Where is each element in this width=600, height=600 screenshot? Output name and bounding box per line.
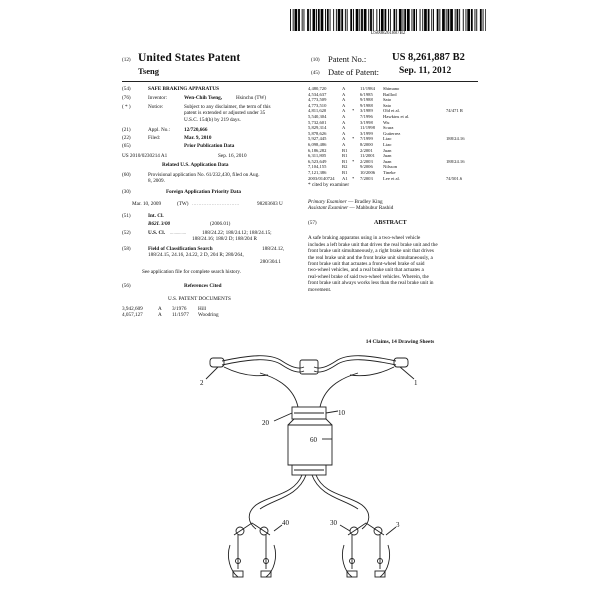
reference-date: 7/2003 (360, 175, 373, 181)
barcode-bar (412, 9, 413, 31)
barcode-bar (298, 9, 300, 31)
foreign-country: (TW) (177, 201, 189, 207)
abstract-line: front brake unit always works less than the real brake unit in (308, 280, 434, 287)
primary-examiner-label: Primary Examiner (308, 198, 347, 205)
reference-number: 6,523,649 (308, 158, 327, 164)
handlebar-left (222, 356, 304, 368)
leader-2 (206, 367, 218, 379)
grip-left (210, 358, 224, 367)
barcode-bar (431, 9, 432, 31)
reference-kind: A (342, 119, 346, 125)
leader-40 (274, 525, 282, 531)
reference-row (308, 176, 480, 182)
reference-kind: B1 (342, 158, 348, 164)
barcode-bar (457, 9, 459, 31)
barcode-bar (471, 9, 473, 31)
reference-name: Lee et al. (383, 175, 400, 181)
leader-1 (400, 367, 414, 379)
reference-kind: B1 (342, 153, 348, 159)
barcode (290, 9, 486, 31)
reference-name: Tineke (383, 169, 396, 175)
barcode-bar (321, 9, 324, 31)
int-cl-year: (2006.01) (210, 221, 231, 227)
barcode-bar (302, 9, 303, 31)
code-30: (30) (122, 189, 131, 195)
reference-date: 2/2001 (360, 147, 373, 153)
code-58: (58) (122, 246, 131, 252)
reference-kind: A (158, 306, 162, 312)
reference-name: Hawkins et al. (383, 113, 410, 119)
provisional-line: 8, 2009. (148, 178, 165, 185)
appl-no-value: 12/720,666 (184, 127, 208, 133)
reference-kind: A (342, 86, 346, 91)
leader-dots: .............. (170, 230, 187, 235)
lever-right (350, 367, 394, 376)
reference-number: 6,186,282 (308, 147, 327, 153)
prior-pub-date: Sep. 16, 2010 (218, 153, 247, 159)
leader-30 (340, 525, 350, 531)
abstract-line: includes a left brake unit that drives the real brake unit and the (308, 241, 438, 248)
filed-value: Mar. 9, 2010 (184, 135, 212, 141)
reference-number: 7,121,386 (308, 169, 327, 175)
label-40: 40 (282, 519, 289, 527)
barcode-bar (370, 9, 372, 31)
barcode-bar (353, 9, 354, 31)
int-cl-label: Int. Cl. (148, 213, 164, 219)
code-51: (51) (122, 213, 131, 219)
notice-line: patent is extended or adjusted under 35 (184, 110, 266, 117)
barcode-bar (373, 9, 374, 31)
search-field-label: Field of Classification Search (148, 246, 213, 252)
barcode-bar (385, 9, 387, 31)
reference-kind: A (342, 113, 346, 119)
assistant-examiner-label: Assistant Examiner (308, 204, 349, 211)
reference-date: 11/2001 (360, 153, 375, 159)
abstract-line: real-wheel brake of said two-wheel vehicles. Wherein, the (308, 273, 429, 280)
reference-date: 9/2006 (360, 164, 373, 170)
reference-number: 5,829,314 (308, 125, 327, 131)
reference-name: Sato (383, 97, 392, 103)
reference-name: Liao (383, 141, 392, 147)
inventor-surname-header: Tseng (138, 66, 159, 76)
grip-right (394, 358, 408, 367)
code-21: (21) (122, 127, 131, 133)
label-1: 1 (414, 379, 418, 387)
barcode-bar (422, 9, 423, 31)
barcode-bar (428, 9, 430, 31)
reference-number: 4,534,637 (308, 91, 327, 97)
reference-date: 3/1998 (360, 119, 373, 125)
barcode-bar (381, 9, 384, 31)
barcode-bar (403, 9, 404, 31)
reference-date: 9/1988 (360, 102, 373, 108)
barcode-bar (388, 9, 389, 31)
inventor-name: Wen-Chih Tseng, (184, 95, 223, 101)
reference-number: 4,773,510 (308, 102, 327, 108)
reference-date: 2/2003 (360, 158, 373, 164)
barcode-bar (485, 9, 486, 31)
reference-row (122, 312, 294, 318)
leader-dots: ............................. (192, 201, 240, 206)
lever-left (224, 367, 268, 376)
notice-code: ( * ) (122, 104, 131, 110)
abstract-line: movement. (308, 286, 332, 293)
foreign-number: 98203603 U (257, 201, 283, 207)
reference-date: 8/2000 (360, 141, 373, 147)
main-box-top (288, 419, 332, 425)
barcode-bar (424, 9, 427, 31)
patent-date: Sep. 11, 2012 (399, 66, 452, 76)
patent-number: US 8,261,887 B2 (392, 52, 465, 63)
label-10: 10 (338, 409, 345, 417)
reference-number: 5,540,304 (308, 113, 327, 119)
right-references-list (308, 86, 480, 181)
inventor-place: Hsinchu (TW) (236, 95, 267, 101)
reference-date: 3/1989 (360, 108, 373, 114)
left-references-list (122, 306, 294, 319)
reference-name: Juan (383, 158, 392, 164)
barcode-bar (376, 9, 377, 31)
assistant-examiner-name: Mahbubur Rashid (355, 204, 394, 211)
inventor-label: Inventor: (148, 95, 168, 101)
notice-label: Notice: (148, 104, 164, 110)
barcode-bar (359, 9, 360, 31)
barcode-bar (416, 9, 417, 31)
barcode-bar (459, 9, 460, 31)
code-57: (57) (308, 220, 317, 227)
barcode-bar (313, 9, 316, 31)
reference-star: * (352, 108, 355, 114)
barcode-bar (455, 9, 456, 31)
barcode-text: US008261887B2 (370, 31, 406, 36)
code-60: (60) (122, 172, 131, 178)
barcode-bar (442, 9, 445, 31)
leader-10 (326, 411, 338, 413)
us-docs-heading: U.S. PATENT DOCUMENTS (168, 296, 231, 302)
patent-no-label: Patent No.: (328, 54, 367, 64)
cable-left (260, 373, 298, 407)
code-10: (10) (311, 57, 320, 63)
reference-date: 6/1985 (360, 91, 373, 97)
reference-date: 11/1984 (360, 86, 375, 91)
reference-kind: A (342, 125, 346, 131)
barcode-bar (345, 9, 346, 31)
header-rule (122, 81, 478, 82)
appl-no-label: Appl. No.: (148, 127, 171, 133)
left-caliper (228, 523, 275, 577)
barcode-bar (446, 9, 447, 31)
cited-note: * cited by examiner (308, 182, 350, 189)
prior-pub-number: US 2010/0230214 A1 (122, 153, 168, 159)
barcode-bar (390, 9, 391, 31)
reference-number: 6,098,486 (308, 141, 327, 147)
reference-name: Shimano (383, 86, 400, 91)
barcode-bar (341, 9, 343, 31)
reference-date: 9/1988 (360, 97, 373, 103)
reference-name: Hill (198, 306, 207, 312)
code-22: (22) (122, 135, 131, 141)
reference-name: Sato (383, 102, 392, 108)
barcode-bar (307, 9, 309, 31)
reference-name: Woodring (198, 312, 219, 319)
reference-kind: A (342, 141, 346, 147)
reference-kind: A (342, 108, 346, 114)
reference-kind: A (158, 312, 162, 319)
filed-label: Filed: (148, 135, 161, 141)
barcode-bar (399, 9, 402, 31)
claims-count: 14 Claims, 14 Drawing Sheets (365, 339, 435, 345)
barcode-bar (466, 9, 467, 31)
barcode-bar (368, 9, 369, 31)
reference-date: 10/2006 (360, 169, 376, 175)
barcode-bar (450, 9, 453, 31)
barcode-bar (356, 9, 359, 31)
code-12: (12) (122, 57, 131, 63)
reference-name: Baillod (383, 91, 397, 97)
code-76: (76) (122, 95, 131, 101)
reference-number: 5,732,601 (308, 119, 327, 125)
barcode-bar (480, 9, 482, 31)
reference-number: 4,773,509 (308, 97, 327, 103)
reference-kind: A (342, 130, 346, 136)
barcode-bar (336, 9, 337, 31)
right-column (308, 86, 480, 293)
cable-to-right-caliper (316, 475, 369, 529)
barcode-bar (483, 9, 484, 31)
reference-date: 11/1977 (172, 312, 189, 319)
reference-date: 3/1999 (360, 130, 373, 136)
reference-number: 5,878,626 (308, 130, 327, 136)
code-56: (56) (122, 283, 131, 289)
barcode-bar (318, 9, 320, 31)
barcode-bar (364, 9, 367, 31)
handlebar-right (314, 356, 396, 368)
barcode-bar (316, 9, 317, 31)
barcode-bar (396, 9, 397, 31)
reference-class: 74/501.6 (446, 175, 463, 181)
barcode-bar (333, 9, 334, 31)
reference-kind: A (342, 136, 346, 142)
patent-heading: SAFE BRAKING APPARATUS (148, 86, 219, 92)
barcode-bar (476, 9, 477, 31)
reference-kind: B1 (342, 169, 348, 175)
label-60: 60 (310, 436, 317, 444)
dash: — (348, 198, 355, 205)
search-field-line: 188/24.15, 24.16, 24.22, 2 D, 204 R; 280/264, (148, 252, 244, 259)
barcode-bar (463, 9, 464, 31)
dash: — (349, 204, 356, 211)
reference-number: 4,480,720 (308, 86, 327, 91)
barcode-bar (325, 9, 326, 31)
primary-examiner-name: Bradley King (354, 198, 383, 205)
barcode-bar (448, 9, 450, 31)
reference-number: 4,811,620 (308, 108, 327, 114)
reference-name: Nilsson (383, 164, 398, 170)
reference-name: Gutierrez (383, 130, 401, 136)
barcode-bar (407, 9, 410, 31)
search-history-note: See application file for complete search history. (142, 269, 241, 275)
reference-number: 5,927,445 (308, 136, 327, 142)
barcode-bar (295, 9, 298, 31)
reference-kind: B2 (342, 164, 348, 170)
us-cl-label: U.S. Cl. (148, 230, 166, 236)
abstract-line: front brake unit simultaneously, a right brake unit that drives (308, 248, 434, 255)
label-3: 3 (396, 521, 400, 529)
foreign-date: Mar. 10, 2009 (132, 201, 162, 207)
barcode-bar (347, 9, 348, 31)
notice-line: U.S.C. 154(b) by 219 days. (184, 116, 241, 123)
reference-number: 4,057,127 (122, 312, 143, 319)
barcode-bar (437, 9, 439, 31)
reference-class: 188/24.16 (446, 158, 465, 164)
reference-number: 2003/0140724 (308, 175, 335, 181)
reference-star: * (352, 136, 355, 142)
barcode-bar (394, 9, 396, 31)
reference-name: Juan (383, 153, 392, 159)
prior-pub-heading: Prior Publication Data (184, 143, 235, 149)
leader-20 (274, 413, 292, 421)
reference-date: 7/1996 (360, 113, 373, 119)
abstract-line: the real brake unit and the front brake unit simultaneously, a (308, 254, 433, 261)
reference-name: Juan (383, 147, 392, 153)
reference-star: * (352, 158, 355, 164)
barcode-bar (379, 9, 380, 31)
reference-kind: A (342, 91, 346, 97)
references-heading: References Cited (184, 283, 222, 289)
search-field-line: 188/24.12, (262, 246, 285, 252)
left-column (122, 86, 294, 319)
reference-number: 7,104,155 (308, 164, 327, 170)
barcode-bar (467, 9, 470, 31)
reference-date: 3/1976 (172, 306, 187, 312)
reference-number: 3,942,609 (122, 306, 143, 312)
abstract-line: A safe braking apparatus using in a two-wheel vehicle (308, 235, 421, 242)
reference-date: 7/1999 (360, 136, 373, 142)
date-label: Date of Patent: (328, 67, 379, 77)
code-65: (65) (122, 143, 131, 149)
barcode-bar (361, 9, 363, 31)
reference-number: 6,311,805 (308, 153, 327, 159)
related-app-heading: Related U.S. Application Data (162, 162, 229, 168)
int-cl-class: B62L 3/00 (148, 221, 171, 227)
us-cl-line: 188/24.16; 188/2 D; 188/204 R (192, 236, 257, 243)
reference-name: Wu (383, 119, 390, 125)
reference-date: 11/1998 (360, 125, 375, 131)
barcode-bar (310, 9, 311, 31)
provisional-line: Provisional application No. 61/232,430, filed on Aug. (148, 172, 260, 178)
barcode-bar (304, 9, 305, 31)
patent-drawing (190, 345, 430, 595)
main-box (288, 425, 332, 465)
reference-kind: A (342, 97, 346, 103)
code-52: (52) (122, 230, 131, 236)
search-field-line: 280/304.1 (260, 258, 281, 265)
barcode-bar (413, 9, 415, 31)
label-20: 20 (262, 419, 269, 427)
barcode-bar (290, 9, 291, 31)
reference-name: Scura (383, 125, 394, 131)
reference-name: Old et al. (383, 108, 400, 114)
reference-star: * (352, 175, 355, 181)
label-30: 30 (330, 519, 337, 527)
barcode-bar (420, 9, 421, 31)
cable-right (320, 373, 358, 407)
code-54: (54) (122, 86, 131, 92)
barcode-bar (350, 9, 352, 31)
barcode-bar (404, 9, 406, 31)
foreign-priority-heading: Foreign Application Priority Data (166, 189, 241, 195)
label-2: 2 (200, 379, 204, 387)
reference-class: 74/471 R (446, 108, 463, 114)
reference-kind: A (342, 102, 346, 108)
abstract-line: two-wheel vehicles, and a real brake unit that actuates a (308, 267, 424, 274)
barcode-bar (327, 9, 329, 31)
notice-line: Subject to any disclaimer, the term of this (184, 104, 271, 110)
abstract-body (308, 235, 480, 293)
assistant-examiner (308, 205, 480, 211)
cable-to-left-caliper (249, 475, 302, 529)
us-cl-line: 188/24.22; 188/24.12; 188/24.15; (202, 230, 272, 236)
patent-title: United States Patent (138, 52, 241, 64)
abstract-line: front brake unit that actuates a front-wheel brake of said (308, 260, 425, 267)
reference-class: 188/24.16 (446, 136, 465, 142)
reference-name: Liao (383, 136, 392, 142)
barcode-bar (330, 9, 331, 31)
barcode-bar (293, 9, 294, 31)
reference-kind: B1 (342, 147, 348, 153)
barcode-bar (439, 9, 440, 31)
reference-kind: A1 (342, 175, 348, 181)
barcode-bar (475, 9, 476, 31)
abstract-heading: ABSTRACT (374, 220, 407, 227)
barcode-bars (290, 9, 486, 31)
barcode-bar (338, 9, 341, 31)
code-45: (45) (311, 70, 320, 76)
leader-3 (386, 527, 396, 535)
barcode-bar (433, 9, 434, 31)
